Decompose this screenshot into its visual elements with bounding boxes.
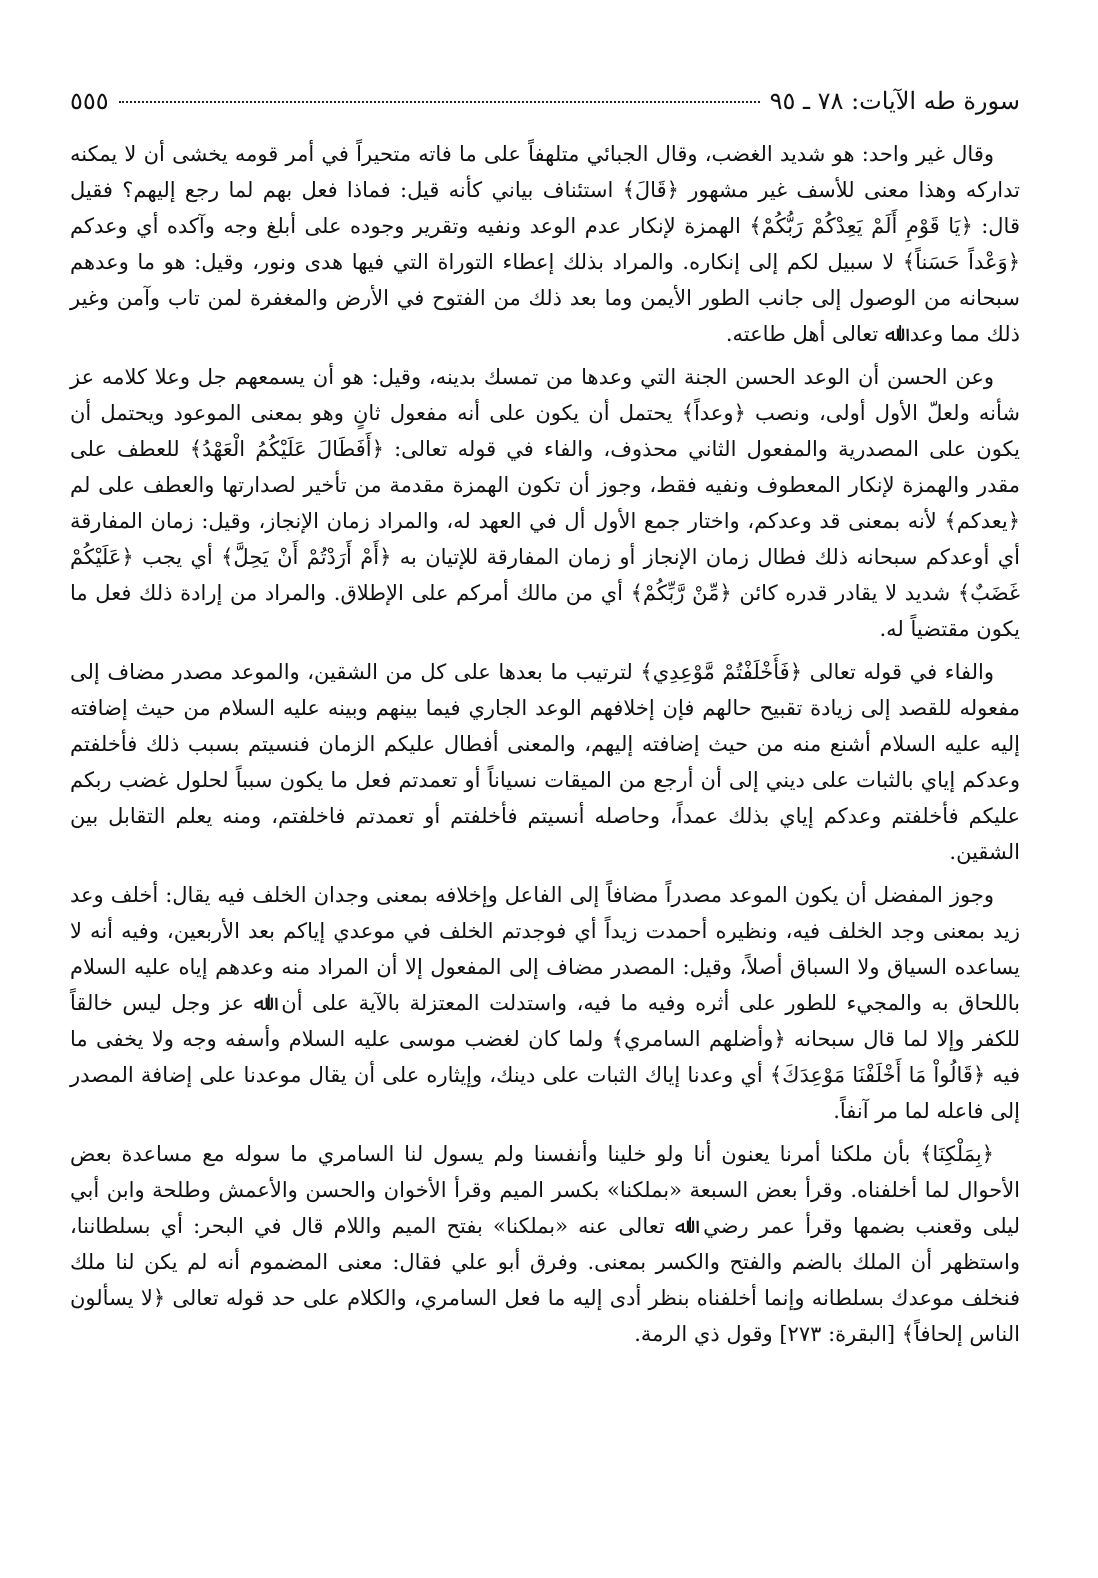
body-text: [70, 136, 1020, 1352]
paragraph: ﴿بِمَلْكِنَا﴾ بأن ملكنا أمرنا يعنون أنا ولو خلينا وأنفسنا ولم يسول لنا السامري ما سوله مع مساعدة بعض الأحوال لما أخلفناه. وقرأ بعض السبعة «بملكنا» بكسر الميم وقرأ الأخوان والحسن والأعمش وطلحة وابن أبي ليلى وقعنب بضمها وقرأ عمر رضي اﷲ تعالى عنه «بملكنا» بفتح الميم واللام قال في البحر: أي بسلطاننا، واستظهر أن الملك بالضم والفتح والكسر بمعنى. وفرق أبو علي فقال: معنى المضموم أنه لم يكن لنا ملك فنخلف موعدك بسلطانه وإنما أخلفناه بنظر أدى إليه ما فعل السامري، والكلام على حد قوله تعالى ﴿لا يسألون الناس إلحافاً﴾ [البقرة: ٢٧٣] وقول ذي الرمة.: [70, 1142, 1020, 1346]
paragraph: والفاء في قوله تعالى ﴿فَأَخْلَفْتُمْ مَّوْعِدِي﴾ لترتيب ما بعدها على كل من الشقين، والموعد مصدر مضاف إلى مفعوله للقصد إلى زيادة تقبيح حالهم فإن إخلافهم الوعد الجاري فيما بينهم وبينه عليه السلام من حيث إضافته إليه عليه السلام أشنع منه من حيث إضافته إليهم، والمعنى أفطال عليكم الزمان فنسيتم بسبب ذلك فأخلفتم وعدكم إياي بالثبات على ديني إلى أن أرجع من الميقات نسياناً أو تعمدتم فعل ما يكون سبباً لحلول غضب ربكم عليكم فأخلفتم وعدكم إياي بذلك عمداً، وحاصله أنسيتم فأخلفتم أو تعمدتم فاخلفتم، ومنه يعلم التقابل بين الشقين.: [70, 660, 1020, 864]
header-title: سورة طه الآيات: ٧٨ ـ ٩٥: [769, 87, 1020, 115]
paragraph: وقال غير واحد: هو شديد الغضب، وقال الجبائي متلهفاً على ما فاته متحيراً في أمر قومه يخشى أن لا يمكنه تداركه وهذا معنى للأسف غير مشهور ﴿قَالَ﴾ استئناف بياني كأنه قيل: فماذا فعل بهم لما رجع إليهم؟ فقيل قال: ﴿يَا قَوْمِ أَلَمْ يَعِدْكُمْ رَبُّكُمْ﴾ الهمزة لإنكار عدم الوعد ونفيه وتقرير وجوده على أبلغ وجه وآكده أي وعدكم ﴿وَعْداً حَسَناً﴾ لا سبيل لكم إلى إنكاره. والمراد بذلك إعطاء التوراة التي فيها هدى ونور، وقيل: هو ما وعدهم سبحانه من الوصول إلى جانب الطور الأيمن وما بعد ذلك من الفتوح في الأرض والمغفرة لمن تاب وآمن وغير ذلك مما وعد اﷲ تعالى أهل طاعته.: [70, 142, 1020, 346]
header-dot-leader: [119, 101, 760, 103]
running-header: [70, 86, 1020, 130]
page-number: ٥٥٥: [70, 87, 109, 115]
paragraph: وجوز المفضل أن يكون الموعد مصدراً مضافاً إلى الفاعل وإخلافه بمعنى وجدان الخلف فيه يقال: أخلف وعد زيد بمعنى وجد الخلف فيه، ونظيره أحمدت زيداً أي فوجدتم الخلف في موعدي إياكم بعد الأربعين، وفيه أنه لا يساعده السياق ولا السباق أصلاً، وقيل: المصدر مضاف إلى المفعول إلا أن المراد منه وعدهم إياه عليه السلام باللحاق به والمجيء للطور على أثره وفيه ما فيه، واستدلت المعتزلة بالآية على أن اﷲ عز وجل ليس خالقاً للكفر وإلا لما قال سبحانه ﴿وأضلهم السامري﴾ ولما كان لغضب موسى عليه السلام وأسفه وجه ولا يخفى ما فيه ﴿قَالُواْ مَا أَخْلَفْنَا مَوْعِدَكَ﴾ أي وعدنا إياك الثبات على دينك، وإيثاره على أن يقال موعدنا على إضافة المصدر إلى فاعله لما مر آنفاً.: [70, 883, 1020, 1123]
paragraph: وعن الحسن أن الوعد الحسن الجنة التي وعدها من تمسك بدينه، وقيل: هو أن يسمعهم جل وعلا كلامه عز شأنه ولعلّ الأول أولى، ونصب ﴿وعداً﴾ يحتمل أن يكون على أنه مفعول ثانٍ وهو بمعنى الموعود ويحتمل أن يكون على المصدرية والمفعول الثاني محذوف، والفاء في قوله تعالى: ﴿أَفَطَالَ عَلَيْكُمُ الْعَهْدُ﴾ للعطف على مقدر والهمزة لإنكار المعطوف ونفيه فقط، وجوز أن تكون الهمزة مقدمة من تأخير لصدارتها والعطف على لم ﴿يعدكم﴾ لأنه بمعنى قد وعدكم، واختار جمع الأول أل في العهد له، والمراد زمان الإنجاز، وقيل: زمان المفارقة أي أوعدكم سبحانه ذلك فطال زمان الإنجاز أو زمان المفارقة للإتيان به ﴿أَمْ أَرَدْتُمْ أَنْ يَحِلَّ﴾ أي يجب ﴿عَلَيْكُمْ غَضَبٌ﴾ شديد لا يقادر قدره كائن ﴿مِّنْ رَّبِّكُمْ﴾ أي من مالك أمركم على الإطلاق. والمراد من إرادة ذلك فعل ما يكون مقتضياً له.: [70, 365, 1020, 641]
page: [70, 86, 1020, 1526]
